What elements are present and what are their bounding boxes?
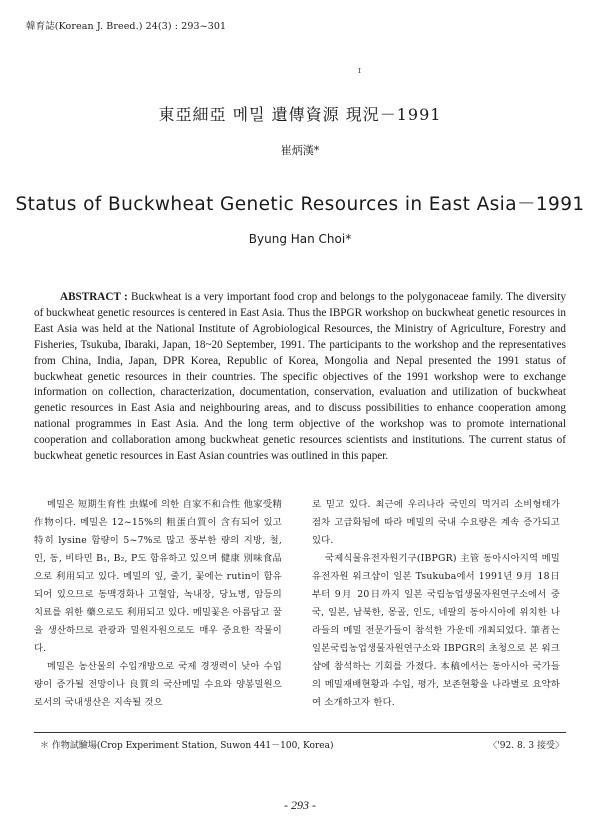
footnote-affiliation: ＊ 作物試驗場(Crop Experiment Station, Suwon 441－100, Korea) <box>40 741 334 751</box>
journal-citation: 韓育誌(Korean J. Breed.) 24(3) : 293~301 <box>26 21 227 32</box>
received-date: 〈'92. 8. 3 接受〉 <box>488 741 564 751</box>
abstract <box>34 290 566 465</box>
body-column-left <box>34 496 282 712</box>
title-english: Status of Buckwheat Genetic Resources in East Asia－1991 <box>15 194 585 215</box>
title-korean: 東亞細亞 메밀 遺傳資源 現況－1991 <box>158 105 442 124</box>
body-paragraph: 메밀은 短期生育性 虫媒에 의한 自家不和合性 他家受精作物이다. 메밀은 12~15%의 粗蛋白質이 含有되어 있고 特히 lysine 함량이 5~7%로 많고 풍부한 량의 지방, 철, 인, 동, 비타민 B₁, B₂, P도 함유하고 있으며 健康 別味食品으로 利用되고 있다. 메밀의 잎, 줄기, 꽃에는 rutin이 함유되어 있으므로 동맥경화나 고혈압, 녹내장, 당뇨병, 암등의 치료를 위한 藥으로도 利用되고 있다. 메밀꽃은 아름답고 꿀을 생산하므로 관광과 밀원자원으로도 매우 중요한 작물이다. <box>34 499 282 654</box>
scan-speck: ɪ <box>358 66 361 76</box>
abstract-label: ABSTRACT : <box>60 291 128 303</box>
author-english: Byung Han Choi* <box>248 232 352 246</box>
footnote-divider <box>34 732 566 733</box>
author-korean: 崔炳漢* <box>280 144 320 157</box>
abstract-text: Buckwheat is a very important food crop and belongs to the polygonaceae family. The diversity of buckwheat genetic resources is centered in East Asia. Thus the IBPGR workshop on buckwheat genetic resources in East Asia was held at the National Institute of Agrobiological Resources, the Ministry of Agriculture, Forestry and Fisheries, Tsukuba, Ibaraki, Japan, 18~20 September, 1991. The participants to the workshop and the representatives from China, India, Japan, DPR Korea, Republic of Korea, Mongolia and Nepal presented the 1991 status of buckwheat genetic resources in their countries. The specific objectives of the 1991 workshop were to exchange information on collection, characterization, documentation, conservation, evaluation and utilization of buckwheat genetic resources in East Asia and neighbouring areas, and to discuss possibilities to enhance cooperation among national programmes in East Asia. And the long term objective of the workshop was to promote international cooperation and collaboration among buckwheat genetic resources scientists and institutions. The current status of buckwheat genetic resources in East Asian countries was outlined in this paper. <box>34 291 566 463</box>
body-paragraph: 국제식물유전자원기구(IBPGR) 主管 동아시아지역 메밀 유전자원 워크샵이 일본 Tsukuba에서 1991년 9月 18日부터 9月 20日까지 일본 국립농업생물자원연구소에서 중국, 일본, 남북한, 몽골, 인도, 네팔의 동아시아에 위치한 나라들의 메밀 전문가들이 참석한 가운데 개최되었다. 筆者는 일본국립농업생물자원연구소와 IBPGR의 초청으로 본 워크샵에 참석하는 기회를 가졌다. 本稿에서는 동아시아 국가들의 메밀재배현황과 수입, 평가, 보존현황을 나라별로 요약하여 소개하고자 한다. <box>312 553 560 708</box>
body-column-right <box>312 496 560 712</box>
body-paragraph: 로 믿고 있다. 최근에 우리나라 국민의 먹거리 소비형태가 점차 고급화됨에 따라 메밀의 국내 수요량은 계속 증가되고 있다. <box>312 499 560 546</box>
page-number: - 293 - <box>284 798 316 812</box>
body-paragraph: 메밀은 농산물의 수입개방으로 국제 경쟁력이 낮아 수입량이 증가될 전망이나 良質의 국산메밀 수요와 양봉밀원으로서의 국내생산은 지속될 것으 <box>34 661 282 708</box>
